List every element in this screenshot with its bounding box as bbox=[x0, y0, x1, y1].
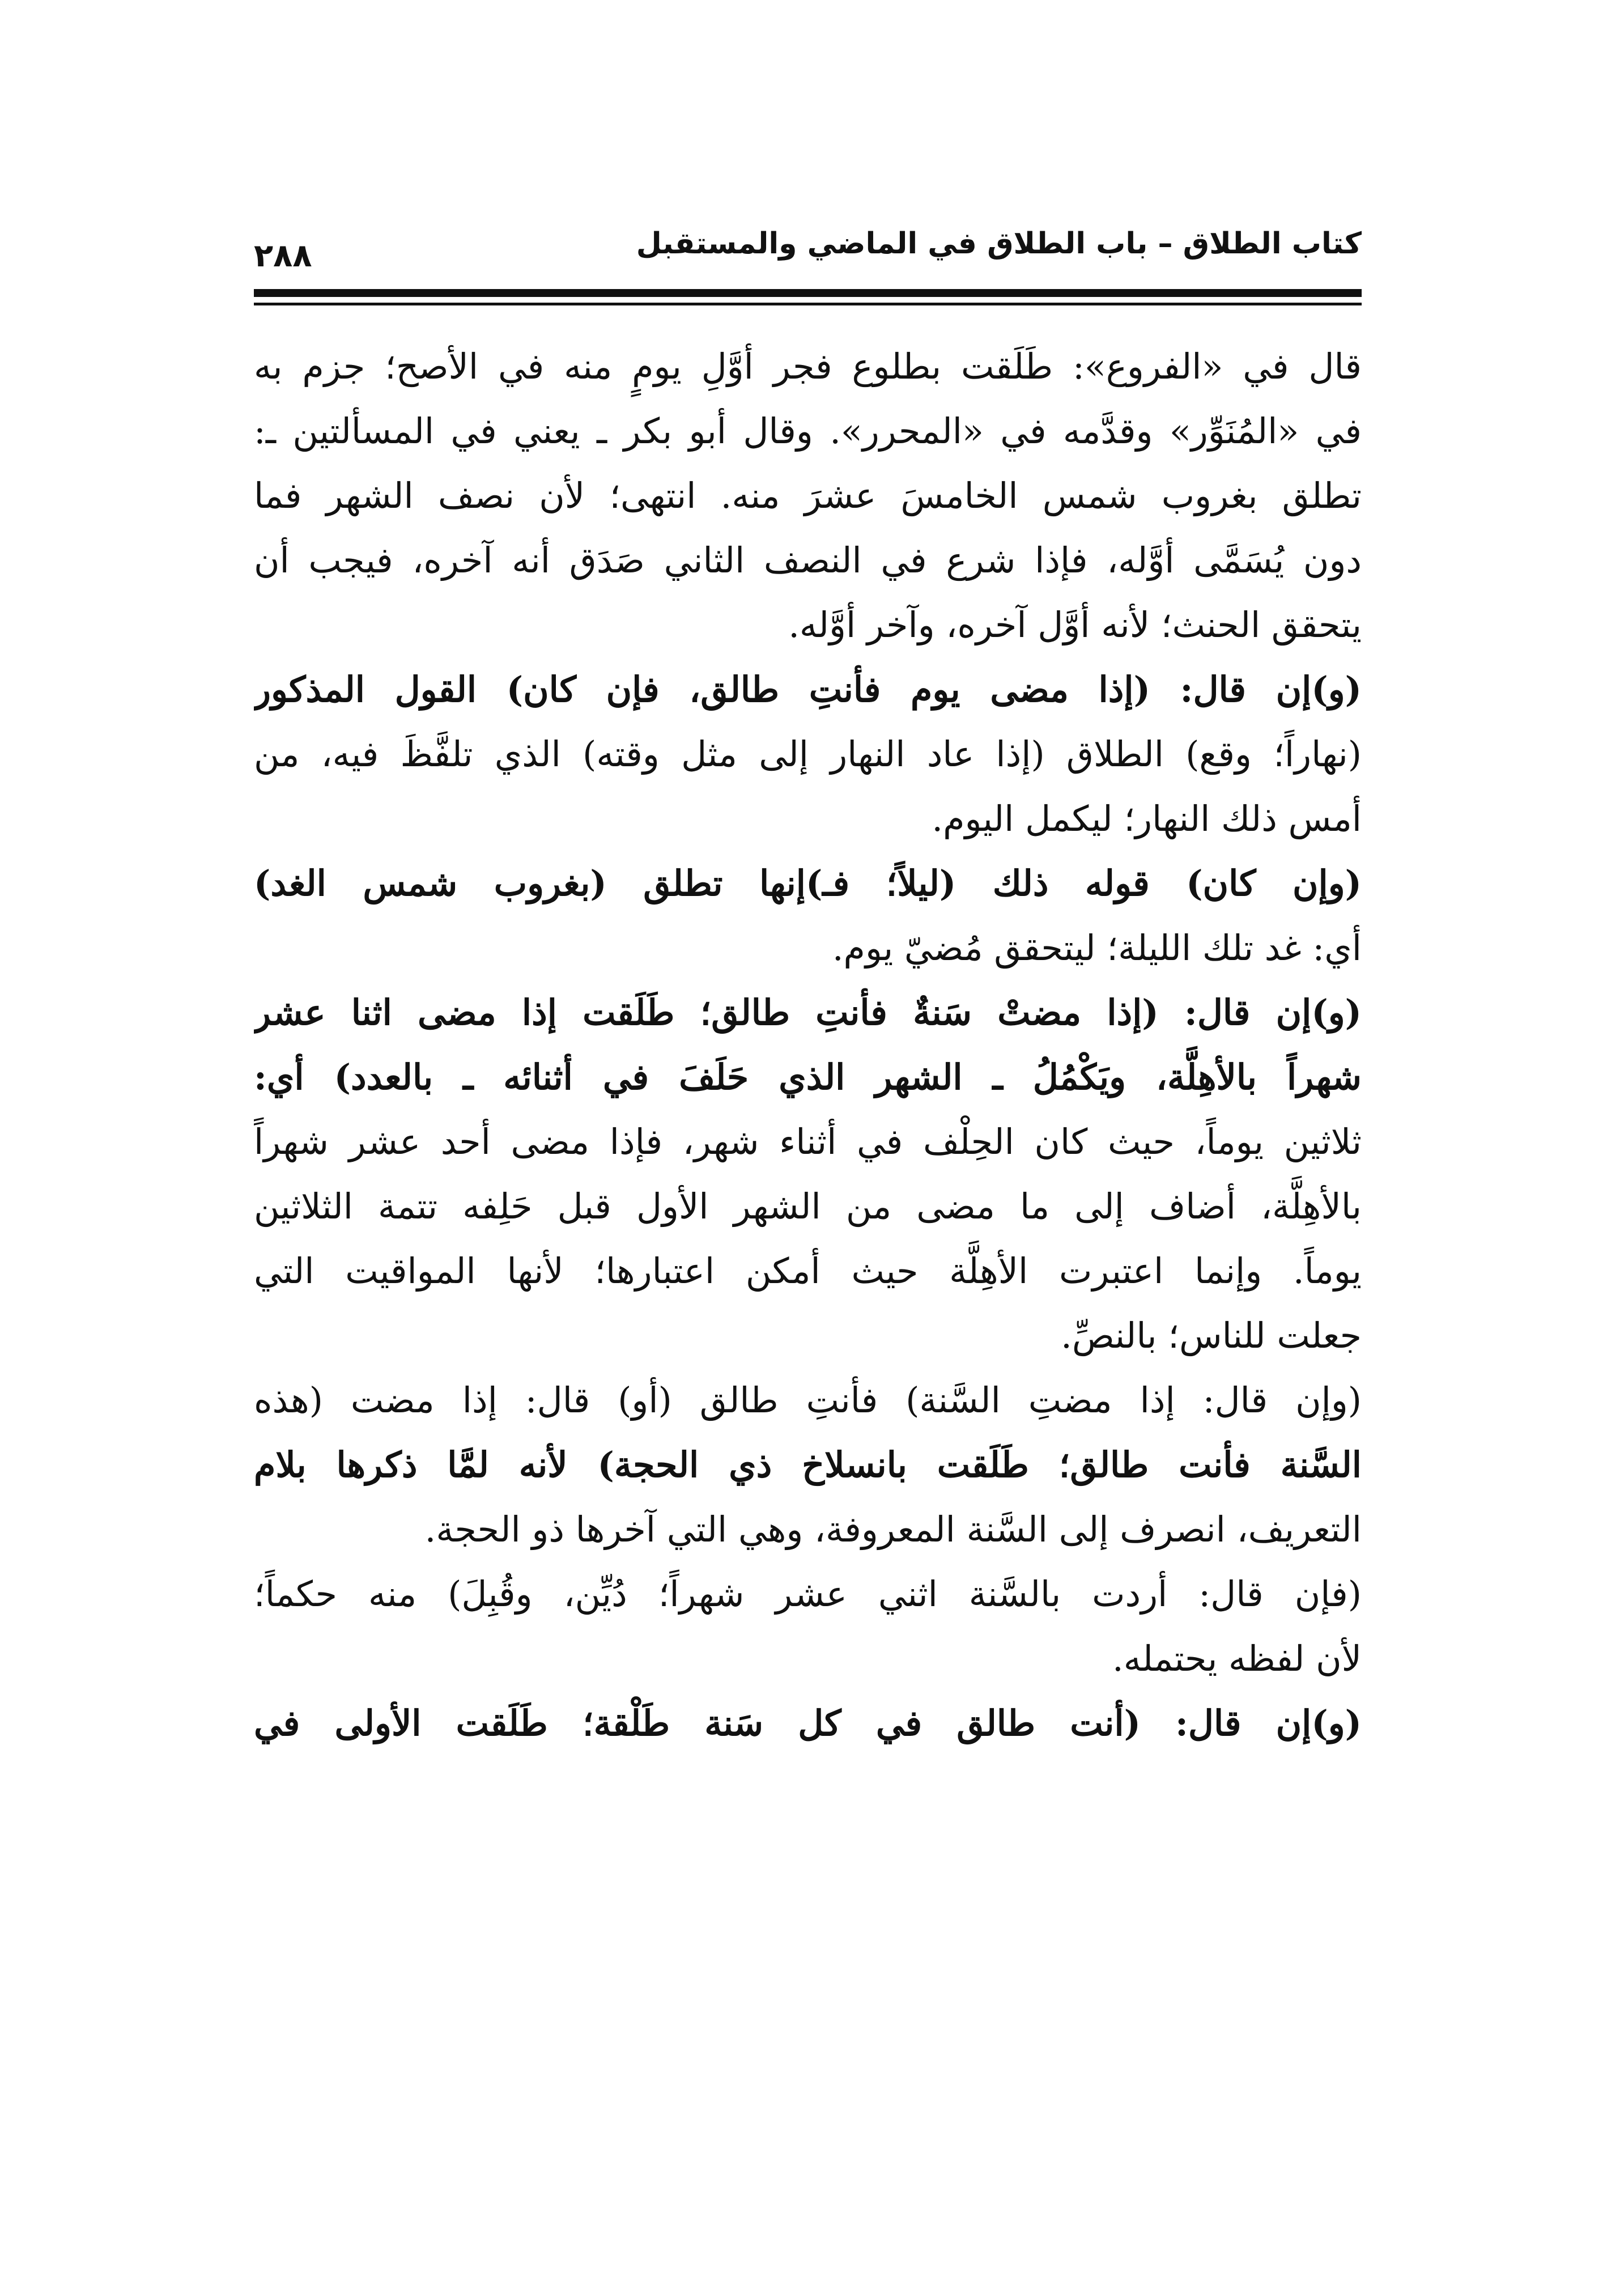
text-line: يوماً. وإنما اعتبرت الأهِلَّة حيث أمكن اعتبارها؛ لأنها المواقيت التي bbox=[254, 1250, 1362, 1292]
text-line: ثلاثين يوماً، حيث كان الحِلْف في أثناء شهر، فإذا مضى أحد عشر شهراً bbox=[254, 1121, 1362, 1162]
text-line: دون يُسَمَّى أوَّله، فإذا شرع في النصف الثاني صَدَق أنه آخره، فيجب أن bbox=[254, 540, 1362, 581]
text-line: في «المُنَوِّر» وقدَّمه في «المحرر». وقال أبو بكر ـ يعني في المسألتين ـ: bbox=[254, 410, 1362, 452]
text-line: قال في «الفروع»: طَلَقت بطلوع فجر أوَّلِ يومٍ منه في الأصح؛ جزم به bbox=[254, 346, 1362, 387]
text-line: (نهاراً؛ وقع) الطلاق (إذا عاد النهار إلى مثل وقته) الذي تلفَّظَ فيه، من bbox=[254, 733, 1362, 775]
text-line: (فإن قال: أردت بالسَّنة اثني عشر شهراً؛ دُيِّن، وقُبِلَ) منه حكماً؛ bbox=[254, 1573, 1362, 1615]
text-line: أي: غد تلك الليلة؛ ليتحقق مُضيّ يوم. bbox=[832, 927, 1362, 969]
text-line: (وإن كان) قوله ذلك (ليلاً؛ فـ)إنها تطلق (بغروب شمس الغد) bbox=[254, 863, 1362, 904]
text-line: (و)إن قال: (إذا مضى يوم فأنتِ طالق، فإن كان) القول المذكور bbox=[254, 669, 1362, 710]
text-line: شهراً بالأهِلَّة، ويَكْمُلُ ـ الشهر الذي حَلَفَ في أثنائه ـ بالعدد) أي: bbox=[254, 1056, 1362, 1098]
text-line: (و)إن قال: (إذا مضتْ سَنةٌ فأنتِ طالق؛ طَلَقت إذا مضى اثنا عشر bbox=[254, 992, 1362, 1033]
text-line: أمس ذلك النهار؛ ليكمل اليوم. bbox=[932, 798, 1362, 839]
header-rule-thin bbox=[254, 303, 1362, 305]
text-line: التعريف، انصرف إلى السَّنة المعروفة، وهي التي آخرها ذو الحجة. bbox=[424, 1509, 1362, 1550]
chapter-title: كتاب الطلاق – باب الطلاق في الماضي والمستقبل bbox=[636, 227, 1362, 261]
text-line: جعلت للناس؛ بالنصِّ. bbox=[1061, 1315, 1362, 1356]
body-text bbox=[254, 334, 1362, 1756]
text-line: يتحقق الحنث؛ لأنه أوَّل آخره، وآخر أوَّله. bbox=[788, 604, 1362, 646]
text-line: لأن لفظه يحتمله. bbox=[1112, 1638, 1362, 1679]
header-rule-thick bbox=[254, 289, 1362, 297]
text-line: (و)إن قال: (أنت طالق في كل سَنة طَلْقة؛ طَلَقت الأولى في bbox=[254, 1702, 1362, 1744]
page-number: ٢٨٨ bbox=[254, 237, 312, 274]
text-line: تطلق بغروب شمس الخامسَ عشرَ منه. انتهى؛ لأن نصف الشهر فما bbox=[254, 475, 1362, 516]
text-line: (وإن قال: إذا مضتِ السَّنة) فأنتِ طالق (أو) قال: إذا مضت (هذه bbox=[254, 1379, 1362, 1421]
text-line: بالأهِلَّة، أضاف إلى ما مضى من الشهر الأول قبل حَلِفه تتمة الثلاثين bbox=[254, 1186, 1362, 1227]
text-line: السَّنة فأنت طالق؛ طَلَقت بانسلاخ ذي الحجة) لأنه لمَّا ذكرها بلام bbox=[254, 1444, 1362, 1485]
